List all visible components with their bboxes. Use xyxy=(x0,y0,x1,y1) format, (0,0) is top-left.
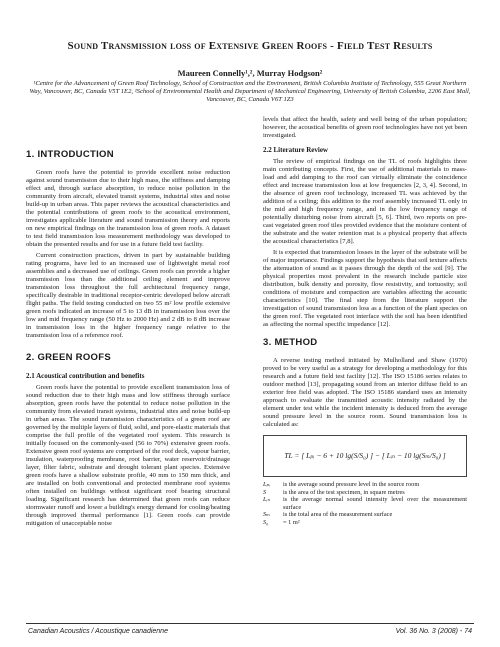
definition-row xyxy=(263,489,467,497)
definition-row xyxy=(263,481,467,489)
section-green-roofs-heading: 2. GREEN ROOFS xyxy=(26,352,111,363)
definition-symbol: S xyxy=(263,488,267,496)
section-introduction-heading: 1. INTRODUCTION xyxy=(26,149,114,160)
literature-paragraph-2: It is expected that transmission losses in the layer of the substrate will be of major importance. Findings support the hypothesis that soil texture affects the attenuation of sound as it passes through the depth of the soil [9]. The physical properties most prevalent in the research include particle size distribution, bulk density and porosity, flow resistivity, and tortuosity; soil conditions of moisture and compaction are variables affecting the acoustic characteristics [10]. The final step from the literature support the investigation of sound transmission loss as a function of the plant species on the green roof. The vegetated root interface with the soil has been identified as affecting the normal specific impedance [12]. xyxy=(263,249,467,328)
definition-text: = 1 m² xyxy=(283,518,300,526)
definition-symbol: Lₚᵢ xyxy=(263,481,271,488)
green-roofs-paragraph-1: Green roofs have the potential to provide excellent transmission loss of sound reduction due to their high mass and low stiffness through surface absorption, green roofs have the potential to reduce noise pollution in the community from elevated transit systems, industrial sites and noise build-up in urban areas. The sound transmission characteristics of a green roof are governed by the multiple layers of fluid, solid, and pore-elastic materials that comprise the full profile of the vegetated roof system. This research is initially focused on the commonly-used (56 to 70%) extensive green roofs. Extensive green roof systems are comprised of the roof deck, vapour barrier, insulation, waterproofing membrane, root barrier, water reservoir/drainage layer, filter fabric, substrate and drought tolerant plant species. Extensive green roofs have a shallow substrate profile, 40 mm to 150 mm thick, and are installed on both conventional and protected membrane roof systems often installed on buildings without significant roof bearing structural loading. Significant research has determined that green roofs can reduce stormwater runoff and lower a building's energy demand for cooling/heating through improved thermal performance [1]. Green roofs can provide mitigation of unacceptable noise xyxy=(26,384,230,527)
equation-definitions xyxy=(263,481,467,527)
intro-paragraph-2: Current construction practices, driven in part by sustainable building rating programs, have led to an increased use of lightweight metal roof assemblies and a decreased use of ceilings. Green roofs can provide a higher transmission loss than the additional ceiling element and improve transmission loss throughout the full architectural frequency range, specifically desirable in traditional receptor-centric developed below aircraft flight paths. The field testing conducted on two 55 m² low profile extensive green roofs indicated an increase of 5 to 13 dB in transmission loss over the low and mid frequency range (50 Hz to 2000 Hz) and 2 dB to 8 dB increase in transmission loss in the higher frequency range relative to the transmission loss of a reference roof. xyxy=(26,252,230,339)
paper-affiliation: ¹Centre for the Advancement of Green Roof Technology, School of Construction and the Environment, British Columbia Institute of Technology, 555 Great Northern Way, Vancouver, BC, Canada V5T 1E2, ²School of Environmental Health and Department of Mechanical Engineering, University of British Columbia, 2206 East Mall, Vancouver, BC, Canada V6T 1Z3 xyxy=(29,80,471,103)
definition-text: is the average normal sound intensity level over the measurement surface xyxy=(282,496,467,511)
tl-equation: TL = [ Lₚᵢ − 6 + 10 lg(S/S₀) ] − [ Lᵢₙ − 10 lg(Sₘ/S₀) ] xyxy=(263,435,467,477)
definition-symbol: Lᵢₙ xyxy=(263,496,271,504)
method-paragraph-1: A reverse testing method initiated by Mulholland and Shaw (1970) proved to be very useful as a strategy for developing a methodology for this research and a future field test facility [12]. The ISO 15186 series relates to outdoor method [13], propagating sound from an interior diffuse field to an exterior free field was adopted. The ISO 15186 standard uses an intensity approach to evaluate the transmitted acoustic intensity radiated by the element under test while the incident intensity is deduced from the average sound pressure level in the source room. Sound transmission loss is calculated as: xyxy=(263,357,467,428)
definition-text: is the area of the test specimen, in square metres xyxy=(283,488,405,496)
subsection-2-1-heading: 2.1 Acoustical contribution and benefits xyxy=(26,372,145,380)
right-intro-paragraph: levels that affect the health, safety and well being of the urban population; however, the acoustical benefits of green roof technologies have not yet been investigated. xyxy=(263,116,467,139)
journal-name: Canadian Acoustics / Acoustique canadienne xyxy=(28,628,168,635)
definition-row xyxy=(263,519,467,527)
definition-symbol: Sₘ xyxy=(263,511,271,519)
right-column xyxy=(263,116,467,527)
left-column xyxy=(26,151,230,531)
literature-paragraph-1: The review of empirical findings on the TL of roofs highlights three main contributing concepts. First, the use of additional materials to mass-load and add damping to the roof can virtually eliminate the coincidence effect and increase transmission loss at low frequencies [2, 3, 4]. Second, in the absence of green roof technology, increased TL was achieved by the addition of a ceiling; this addition to the roof assembly increased TL only in the mid and high frequency range, and in the low frequency range of potentially disturbing noise from aircraft [5, 6]. Third, two reports on pre-cast vegetated green roof tiles provided evidence that the moisture content of the substrate and the water retention mat is a physical property that affects the acoustical characteristics [7,8]. xyxy=(263,158,467,245)
paper-title: Sound Transmission loss of Extensive Green Roofs - Field Test Results xyxy=(67,40,433,52)
section-method-heading: 3. METHOD xyxy=(263,337,318,348)
volume-page: Vol. 36 No. 3 (2008) - 74 xyxy=(395,628,472,635)
footer-divider xyxy=(26,623,474,624)
subsection-2-2-heading: 2.2 Literature Review xyxy=(263,146,328,154)
paper-authors: Maureen Connelly¹,², Murray Hodgson² xyxy=(177,68,323,78)
intro-paragraph-1: Green roofs have the potential to provide excellent noise reduction against sound transmission due to their high mass, the stiffness and damping effect and, through surface absorption, to reduce noise pollution in the community from aircraft, elevated transit systems, industrial sites and noise build-up in urban areas. This paper reviews the acoustical characteristics and the potential contributions of green roofs to the acoustical environment, investigates applicable literature and sound transmission theory and reports on new empirical findings on the transmission loss of green roofs. A dataset to test field transmission loss measurement methodology was developed to obtain the presented results and for use in a future field test facility. xyxy=(26,169,230,248)
definition-text: is the total area of the measurement surface xyxy=(283,511,393,519)
definition-row xyxy=(263,496,467,511)
definition-text: is the average sound pressure level in the source room xyxy=(283,481,420,488)
definition-row xyxy=(263,511,467,519)
definition-symbol: S₀ xyxy=(263,518,269,526)
